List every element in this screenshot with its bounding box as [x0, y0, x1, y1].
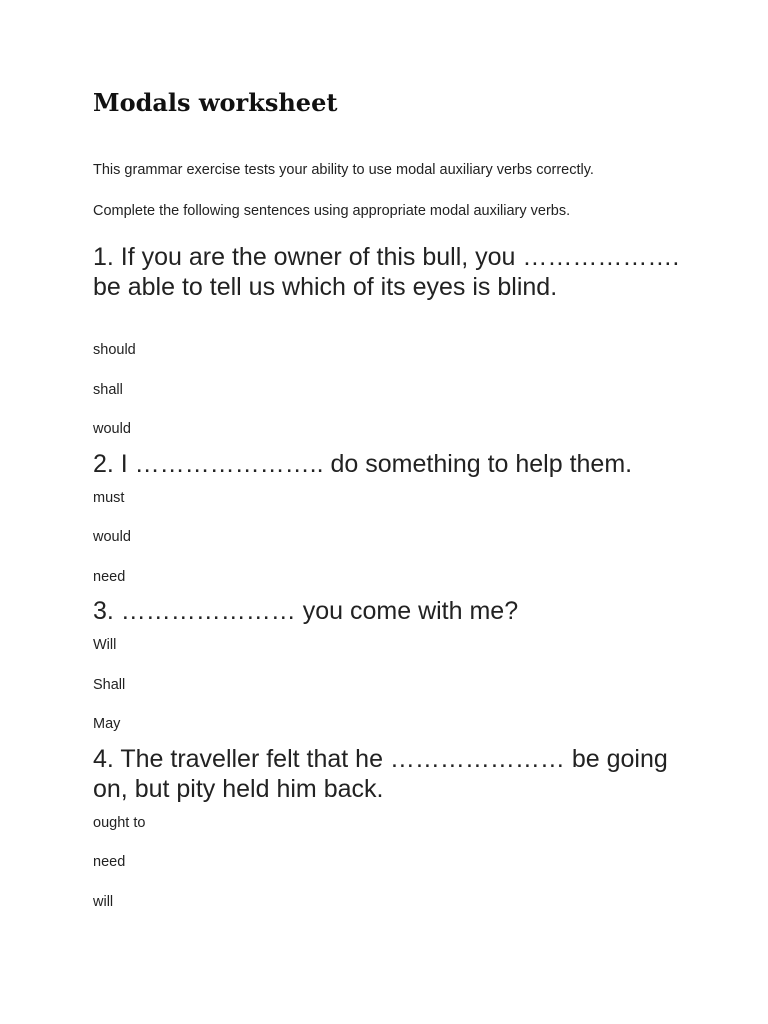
page-title: Modals worksheet: [93, 88, 338, 117]
question-3-option: May: [93, 716, 121, 732]
question-3-option: Shall: [93, 677, 126, 693]
question-3-text: 3. ………………… you come with me?: [93, 597, 519, 625]
question-4-option: will: [93, 894, 114, 910]
question-4-text: 4. The traveller felt that he ………………… be going on, but pity held him back.: [93, 745, 668, 803]
question-1-option: shall: [93, 382, 123, 398]
question-2-option: must: [93, 490, 125, 506]
instruction-text: Complete the following sentences using appropriate modal auxiliary verbs.: [93, 203, 571, 219]
intro-text: This grammar exercise tests your ability to use modal auxiliary verbs correctly.: [93, 162, 594, 178]
question-4-option: ought to: [93, 815, 146, 831]
question-4-option: need: [93, 854, 126, 870]
question-2-option: need: [93, 569, 126, 585]
question-1-text: 1. If you are the owner of this bull, you ………………. be able to tell us which of its eyes is blind.: [93, 243, 680, 301]
question-2-text: 2. I ………………….. do something to help them.: [93, 450, 633, 478]
question-1-option: should: [93, 342, 136, 358]
question-1-option: would: [93, 421, 131, 437]
question-3-option: Will: [93, 637, 117, 653]
question-2-option: would: [93, 529, 131, 545]
